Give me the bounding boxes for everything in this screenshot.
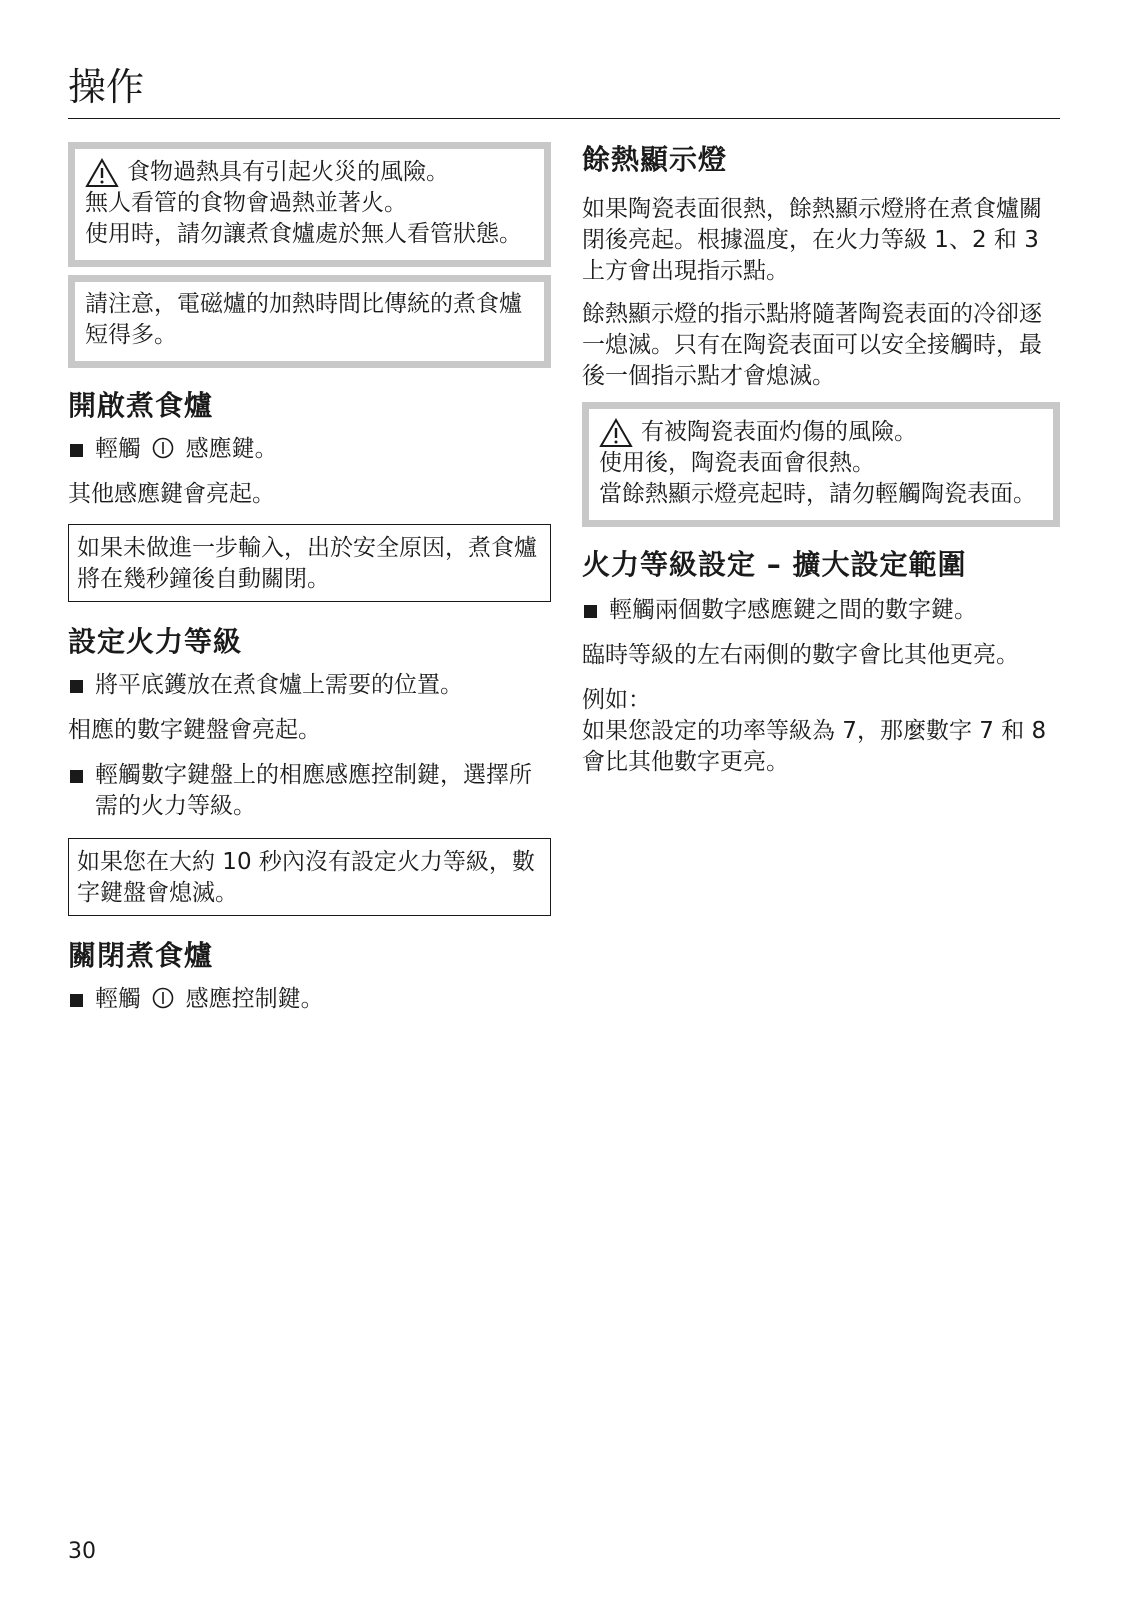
page-title: 操作: [68, 65, 145, 109]
warning-line: 無人看管的食物會過熱並著火。: [85, 190, 407, 216]
bullet-square-icon: [70, 444, 83, 457]
fire-warning-box: [68, 142, 551, 267]
note-text: 如果未做進一步輸入，出於安全原因，煮食爐將在幾秒鐘後自動關閉。: [77, 535, 537, 592]
auto-off-note-box: [68, 524, 551, 602]
bullet-square-icon: [70, 680, 83, 693]
keypad-timeout-note-box: [68, 838, 551, 916]
bullet-item: [68, 670, 551, 701]
bullet-item: [68, 760, 551, 822]
induction-note-box: [68, 275, 551, 368]
warning-line: 食物過熱具有引起火災的風險。: [127, 159, 449, 185]
bullet-text: 感應鍵。: [185, 436, 278, 462]
bullet-square-icon: [70, 770, 83, 783]
section-heading-switch-off: 關閉煮食爐: [68, 939, 214, 972]
example-text: 如果您設定的功率等級為 7，那麼數字 7 和 8 會比其他數字更亮。: [582, 718, 1047, 775]
body-text: 餘熱顯示燈的指示點將隨著陶瓷表面的冷卻逐一熄滅。只有在陶瓷表面可以安全接觸時，最後一個指示點才會熄滅。: [582, 301, 1042, 389]
title-divider: [68, 118, 1060, 119]
bullet-square-icon: [584, 605, 597, 618]
bullet-text: 輕觸: [95, 986, 141, 1012]
burn-warning-box: [582, 402, 1060, 527]
warning-line: 有被陶瓷表面灼傷的風險。: [641, 419, 917, 445]
note-text: 如果您在大約 10 秒內沒有設定火力等級，數字鍵盤會熄滅。: [77, 849, 535, 906]
section-heading-extended-range: 火力等級設定 – 擴大設定範圍: [582, 548, 967, 581]
page-number: 30: [68, 1539, 96, 1564]
body-text: 臨時等級的左右兩側的數字會比其他更亮。: [582, 642, 1019, 668]
bullet-item: [582, 595, 1060, 626]
warning-line: 使用時，請勿讓煮食爐處於無人看管狀態。: [85, 221, 522, 247]
warning-triangle-icon: [85, 158, 119, 188]
note-text: 請注意，電磁爐的加熱時間比傳統的煮食爐短得多。: [85, 291, 522, 348]
warning-triangle-icon: [599, 418, 633, 448]
power-icon: [152, 437, 174, 459]
bullet-text: 輕觸: [95, 436, 141, 462]
body-text: 其他感應鍵會亮起。: [68, 481, 275, 507]
bullet-item: [68, 434, 551, 465]
section-heading-residual-heat: 餘熱顯示燈: [582, 143, 728, 176]
warning-line: 當餘熱顯示燈亮起時，請勿輕觸陶瓷表面。: [599, 481, 1036, 507]
bullet-text: 輕觸數字鍵盤上的相應感應控制鍵，選擇所需的火力等級。: [95, 762, 532, 819]
right-column: [582, 142, 1060, 778]
power-icon: [152, 987, 174, 1009]
bullet-text: 將平底鑊放在煮食爐上需要的位置。: [95, 672, 463, 698]
body-text: 如果陶瓷表面很熱，餘熱顯示燈將在煮食爐關閉後亮起。根據溫度，在火力等級 1、2 和 3 上方會出現指示點。: [582, 196, 1042, 284]
bullet-text: 輕觸兩個數字感應鍵之間的數字鍵。: [609, 597, 977, 623]
left-column: [68, 142, 551, 1015]
bullet-text: 感應控制鍵。: [185, 986, 324, 1012]
section-heading-switch-on: 開啟煮食爐: [68, 389, 214, 422]
bullet-square-icon: [70, 994, 83, 1007]
body-text: 相應的數字鍵盤會亮起。: [68, 717, 321, 743]
section-heading-power-level: 設定火力等級: [68, 625, 243, 658]
example-label: 例如：: [582, 687, 651, 713]
bullet-item: [68, 984, 551, 1015]
warning-line: 使用後，陶瓷表面會很熱。: [599, 450, 875, 476]
